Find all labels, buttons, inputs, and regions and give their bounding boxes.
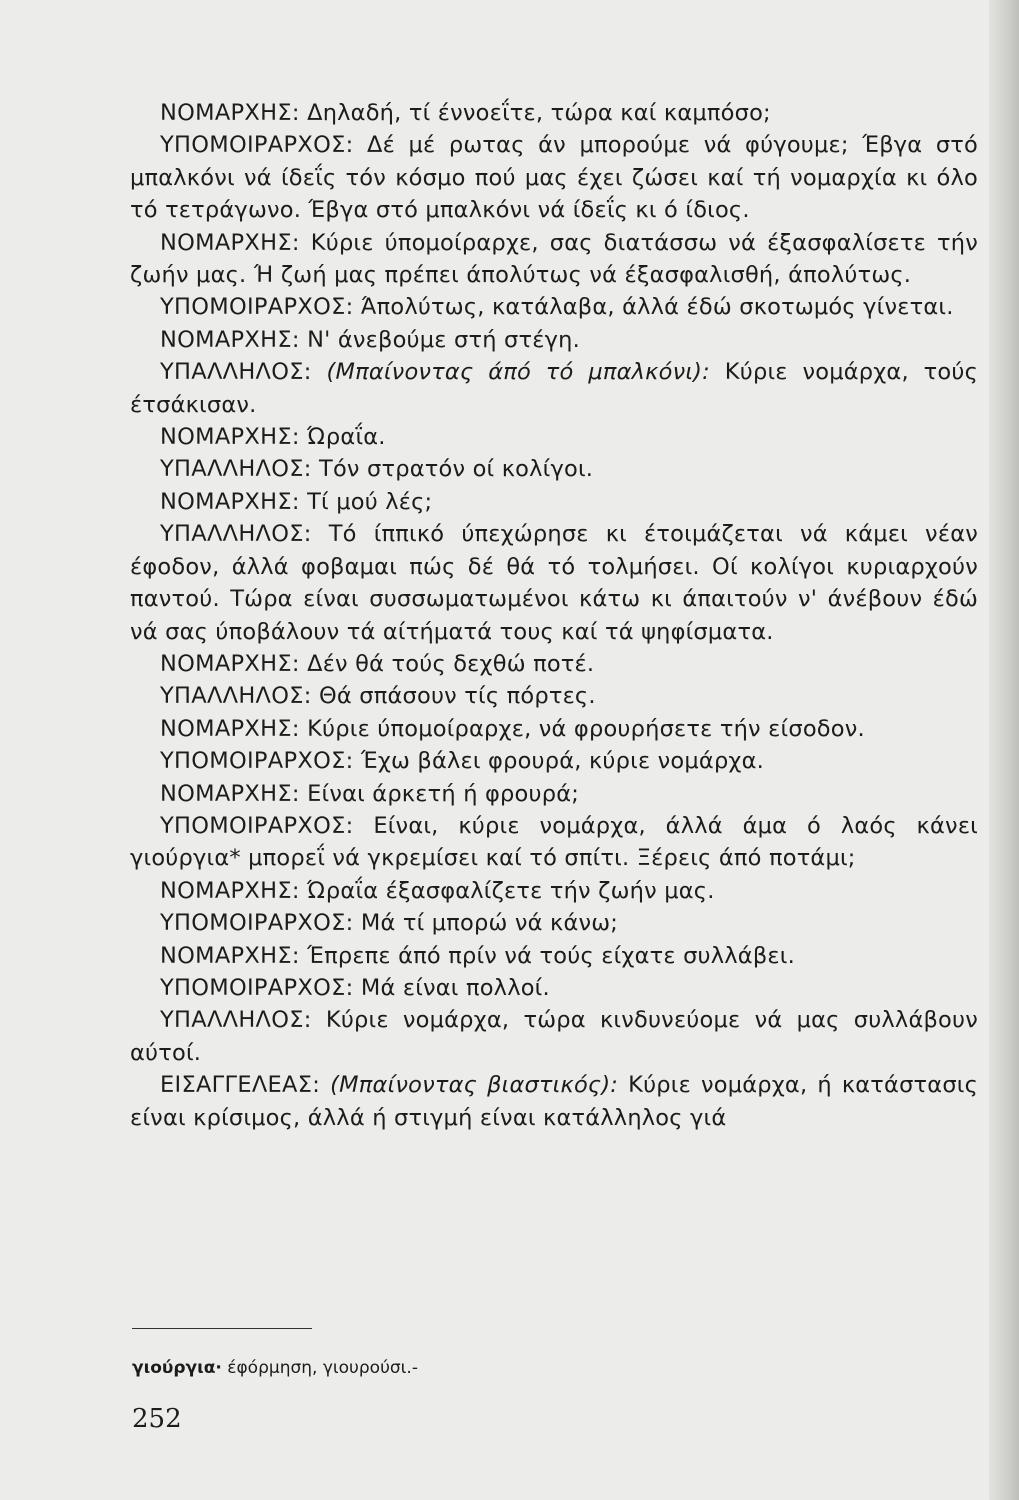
footnote — [132, 1357, 418, 1379]
dialogue-paragraph — [130, 972, 978, 1004]
speech-text: Ώραΐα έξασφαλίζετε τήν ζωήν μας. — [299, 877, 715, 904]
speech-text: Δέ μέ ρωτας άν μπορούμε νά φύγουμε; Έβγα στό μπαλκόνι νά ίδεΐς τόν κόσμο πού μας έχει ζώσει καί τή νομαρχία κι όλο τό τετράγωνο. Έβγα στό μπαλκόνι νά ίδεΐς κι ό ίδιος. — [130, 132, 978, 224]
dialogue-paragraph — [130, 810, 978, 875]
speaker-name: ΥΠΑΛΛΗΛΟΣ: — [160, 683, 312, 710]
footnote-definition: έφόρμηση, γιουρούσι.- — [221, 1358, 418, 1378]
speech-text: Κύριε ύπομοίραρχε, νά φρουρήσετε τήν είσοδον. — [299, 715, 865, 742]
speaker-name: ΥΠΟΜΟΙΡΑΡΧΟΣ: — [160, 294, 354, 321]
speech-text: Είναι άρκετή ή φρουρά; — [299, 780, 580, 807]
footnote-rule — [132, 1328, 312, 1329]
dialogue-paragraph — [130, 680, 978, 712]
speech-text: Ώραΐα. — [299, 424, 386, 451]
speaker-name: ΝΟΜΑΡΧΗΣ: — [160, 942, 300, 969]
speaker-name: ΝΟΜΑΡΧΗΣ: — [160, 877, 300, 904]
dialogue-paragraph — [130, 324, 978, 356]
speaker-name: ΝΟΜΑΡΧΗΣ: — [160, 488, 300, 515]
stage-direction: (Μπαίνοντας άπό τό μπαλκόνι): — [311, 359, 710, 386]
speaker-name: ΥΠΑΛΛΗΛΟΣ: — [160, 359, 312, 386]
stage-direction: (Μπαίνοντας βιαστικός): — [320, 1072, 619, 1099]
speech-text: Κύριε ύπομοίραρχε, σας διατάσσω νά έξασφαλίσετε τήν ζωήν μας. Ή ζωή μας πρέπει άπολύτως νά έξασφαλισθή, άπολύτως. — [130, 229, 978, 289]
speech-text: Έπρεπε άπό πρίν νά τούς είχατε συλλάβει. — [299, 942, 795, 969]
dialogue-paragraph — [130, 453, 978, 485]
speaker-name: ΝΟΜΑΡΧΗΣ: — [160, 229, 300, 256]
speaker-name: ΕΙΣΑΓΓΕΛΕΑΣ: — [160, 1072, 321, 1099]
speech-text: Τί μού λές; — [299, 488, 433, 515]
speech-text: Είναι, κύριε νομάρχα, άλλά άμα ό λαός κάνει γιούργια* μπορεΐ νά γκρεμίσει καί τό σπίτι. Ξέρεις άπό ποτάμι; — [130, 812, 978, 872]
dialogue-paragraph — [130, 291, 978, 323]
dialogue-paragraph — [130, 356, 978, 421]
dialogue-paragraph — [130, 940, 978, 972]
speaker-name: ΝΟΜΑΡΧΗΣ: — [160, 424, 300, 451]
speech-text: Μά είναι πολλοί. — [353, 974, 550, 1001]
speech-text: Δηλαδή, τί έννοεΐτε, τώρα καί καμπόσο; — [299, 100, 771, 126]
speech-text: Τόν στρατόν οί κολίγοι. — [311, 456, 594, 483]
dialogue-paragraph — [130, 778, 978, 810]
speech-text: Άπολύτως, κατάλαβα, άλλά έδώ σκοτωμός γίνεται. — [353, 294, 954, 321]
speaker-name: ΥΠΟΜΟΙΡΑΡΧΟΣ: — [160, 910, 354, 937]
speaker-name: ΥΠΟΜΟΙΡΑΡΧΟΣ: — [160, 974, 354, 1001]
speaker-name: ΥΠΑΛΛΗΛΟΣ: — [160, 456, 312, 483]
speaker-name: ΥΠΟΜΟΙΡΑΡΧΟΣ: — [160, 748, 354, 775]
speaker-name: ΝΟΜΑΡΧΗΣ: — [160, 100, 300, 126]
dialogue-paragraph — [130, 907, 978, 939]
dialogue-paragraph — [130, 129, 978, 226]
speech-text: Μά τί μπορώ νά κάνω; — [353, 910, 619, 937]
speaker-name: ΥΠΑΛΛΗΛΟΣ: — [160, 521, 312, 548]
dialogue-paragraph — [130, 1004, 978, 1069]
dialogue-paragraph — [130, 713, 978, 745]
speaker-name: ΥΠΟΜΟΙΡΑΡΧΟΣ: — [160, 132, 354, 159]
dialogue-paragraph — [130, 97, 978, 129]
dialogue-paragraph — [130, 875, 978, 907]
speech-text: Δέν θά τούς δεχθώ ποτέ. — [299, 650, 595, 677]
dialogue-paragraph — [130, 486, 978, 518]
speaker-name: ΝΟΜΑΡΧΗΣ: — [160, 715, 300, 742]
speech-text: Κύριε νομάρχα, τούς έτσάκισαν. — [130, 359, 978, 418]
dialogue-paragraph — [130, 648, 978, 680]
speaker-name: ΥΠΑΛΛΗΛΟΣ: — [160, 1007, 312, 1034]
speech-text: Κύριε νομάρχα, ή κατάστασις είναι κρίσιμος, άλλά ή στιγμή είναι κατάλληλος γιά — [130, 1072, 979, 1131]
dialogue-paragraph — [130, 421, 978, 453]
speaker-name: ΝΟΜΑΡΧΗΣ: — [160, 326, 300, 353]
speaker-name: ΥΠΟΜΟΙΡΑΡΧΟΣ: — [160, 812, 354, 839]
footnote-term: γιούργια· — [132, 1358, 222, 1378]
speaker-name: ΝΟΜΑΡΧΗΣ: — [160, 650, 300, 677]
speaker-name: ΝΟΜΑΡΧΗΣ: — [160, 780, 300, 807]
speech-text: Τό ίππικό ύπεχώρησε κι έτοιμάζεται νά κάμει νέαν έφοδον, άλλά φοβαμαι πώς δέ θά τό τολμήσει. Οί κολίγοι κυριαρχούν παντού. Τώρα είναι συσσωματωμένοι κάτω κι άπαιτούν ν' άνέβουν έδώ νά σας ύποβάλουν τά αίτήματά τους καί τά ψηφίσματα. — [130, 521, 978, 645]
dialogue-paragraph — [130, 1069, 978, 1134]
dialogue-paragraph — [130, 745, 978, 777]
speech-text: Θά σπάσουν τίς πόρτες. — [311, 683, 596, 710]
page-edge-shadow — [989, 0, 1019, 1500]
speech-text: Ν' άνεβούμε στή στέγη. — [299, 326, 580, 353]
dialogue-paragraph — [130, 518, 978, 648]
page-number: 252 — [132, 1404, 182, 1434]
dialogue-paragraph — [130, 227, 978, 292]
speech-text: Έχω βάλει φρουρά, κύριε νομάρχα. — [353, 748, 765, 775]
speech-text: Κύριε νομάρχα, τώρα κινδυνεύομε νά μας συλλάβουν αύτοί. — [130, 1007, 978, 1066]
dialogue-text — [130, 97, 978, 1134]
